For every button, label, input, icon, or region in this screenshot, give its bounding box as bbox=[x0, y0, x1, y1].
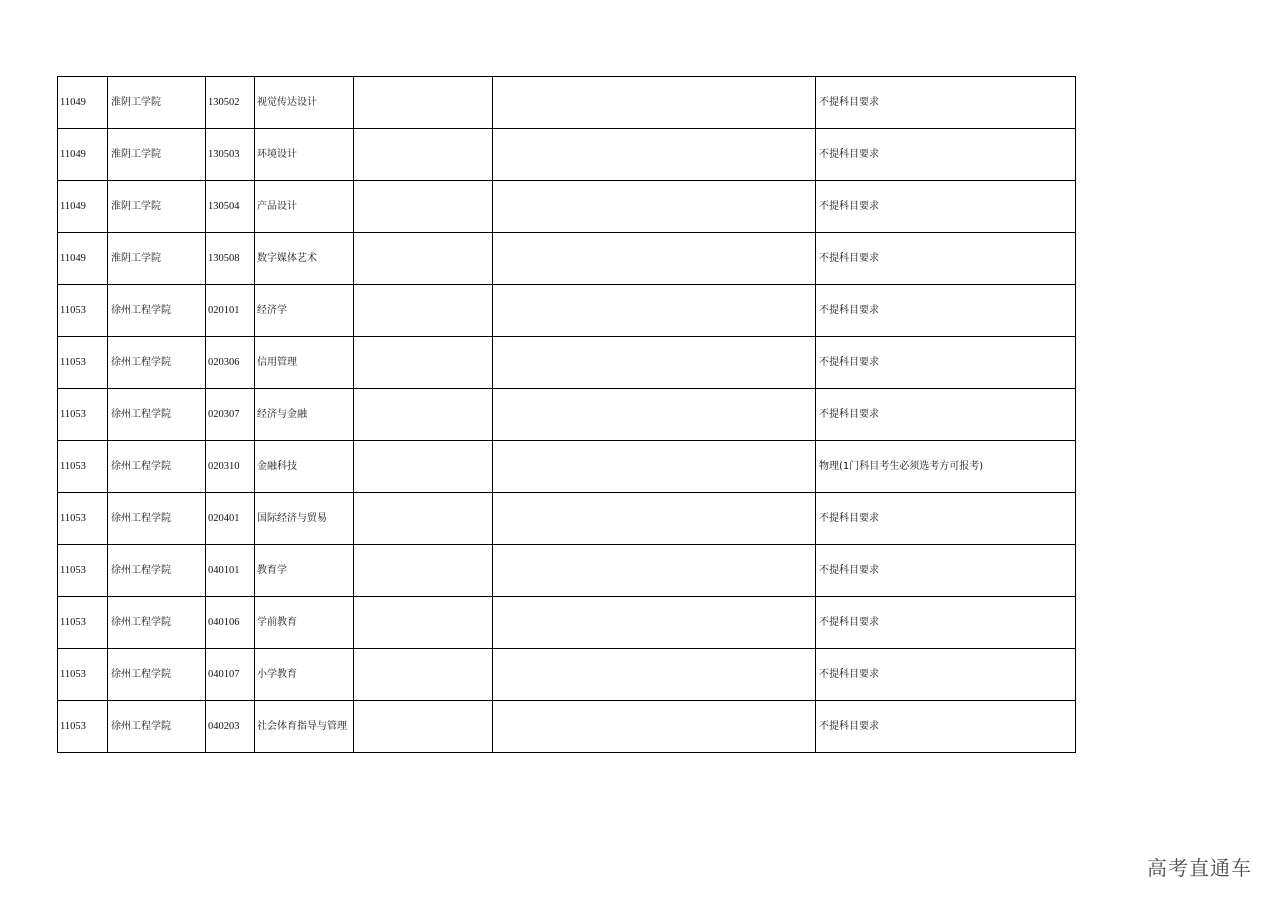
empty-cell bbox=[493, 337, 816, 389]
major-code-cell: 020307 bbox=[206, 389, 255, 441]
major-name-cell: 教育学 bbox=[255, 545, 354, 597]
major-name-cell: 数字媒体艺术 bbox=[255, 233, 354, 285]
major-code-cell: 130503 bbox=[206, 129, 255, 181]
school-code-cell: 11053 bbox=[58, 285, 108, 337]
major-name-cell: 金融科技 bbox=[255, 441, 354, 493]
empty-cell bbox=[354, 597, 493, 649]
table-row bbox=[58, 337, 1076, 389]
subject-requirement-cell: 不提科目要求 bbox=[816, 181, 1076, 233]
school-code-cell: 11053 bbox=[58, 701, 108, 753]
major-name-cell: 环境设计 bbox=[255, 129, 354, 181]
school-name-cell: 淮阴工学院 bbox=[108, 233, 206, 285]
subject-requirement-cell: 不提科目要求 bbox=[816, 389, 1076, 441]
major-code-cell: 130508 bbox=[206, 233, 255, 285]
table-row bbox=[58, 181, 1076, 233]
empty-cell bbox=[493, 649, 816, 701]
empty-cell bbox=[493, 77, 816, 129]
major-code-cell: 130504 bbox=[206, 181, 255, 233]
empty-cell bbox=[493, 597, 816, 649]
major-name-cell: 国际经济与贸易 bbox=[255, 493, 354, 545]
school-code-cell: 11053 bbox=[58, 389, 108, 441]
empty-cell bbox=[493, 545, 816, 597]
table-row bbox=[58, 389, 1076, 441]
major-name-cell: 产品设计 bbox=[255, 181, 354, 233]
school-code-cell: 11049 bbox=[58, 233, 108, 285]
major-code-cell: 040107 bbox=[206, 649, 255, 701]
school-name-cell: 徐州工程学院 bbox=[108, 649, 206, 701]
empty-cell bbox=[354, 181, 493, 233]
school-name-cell: 徐州工程学院 bbox=[108, 389, 206, 441]
major-name-cell: 社会体育指导与管理 bbox=[255, 701, 354, 753]
empty-cell bbox=[354, 233, 493, 285]
major-name-cell: 经济学 bbox=[255, 285, 354, 337]
table-row bbox=[58, 441, 1076, 493]
school-code-cell: 11053 bbox=[58, 441, 108, 493]
school-name-cell: 淮阴工学院 bbox=[108, 129, 206, 181]
table-row bbox=[58, 545, 1076, 597]
table-row bbox=[58, 285, 1076, 337]
subject-requirement-cell: 不提科目要求 bbox=[816, 77, 1076, 129]
table-row bbox=[58, 597, 1076, 649]
empty-cell bbox=[354, 649, 493, 701]
school-code-cell: 11049 bbox=[58, 77, 108, 129]
empty-cell bbox=[354, 285, 493, 337]
school-code-cell: 11053 bbox=[58, 545, 108, 597]
table-body bbox=[58, 77, 1076, 753]
school-name-cell: 徐州工程学院 bbox=[108, 285, 206, 337]
school-code-cell: 11049 bbox=[58, 129, 108, 181]
subject-requirement-cell: 不提科目要求 bbox=[816, 649, 1076, 701]
subject-requirement-cell: 不提科目要求 bbox=[816, 597, 1076, 649]
major-name-cell: 视觉传达设计 bbox=[255, 77, 354, 129]
major-code-cell: 130502 bbox=[206, 77, 255, 129]
empty-cell bbox=[493, 493, 816, 545]
school-name-cell: 淮阴工学院 bbox=[108, 77, 206, 129]
table-row bbox=[58, 493, 1076, 545]
major-name-cell: 学前教育 bbox=[255, 597, 354, 649]
empty-cell bbox=[493, 701, 816, 753]
subject-requirement-cell: 物理(1门科目考生必须选考方可报考) bbox=[816, 441, 1076, 493]
subject-requirement-cell: 不提科目要求 bbox=[816, 285, 1076, 337]
subject-requirement-cell: 不提科目要求 bbox=[816, 337, 1076, 389]
empty-cell bbox=[493, 285, 816, 337]
subject-requirement-cell: 不提科目要求 bbox=[816, 545, 1076, 597]
school-name-cell: 徐州工程学院 bbox=[108, 337, 206, 389]
watermark-text: 高考直通车 bbox=[1147, 856, 1252, 880]
school-code-cell: 11053 bbox=[58, 493, 108, 545]
major-code-cell: 020101 bbox=[206, 285, 255, 337]
major-code-cell: 020401 bbox=[206, 493, 255, 545]
school-name-cell: 徐州工程学院 bbox=[108, 597, 206, 649]
school-code-cell: 11053 bbox=[58, 649, 108, 701]
empty-cell bbox=[354, 337, 493, 389]
empty-cell bbox=[493, 129, 816, 181]
table-row bbox=[58, 649, 1076, 701]
empty-cell bbox=[493, 233, 816, 285]
school-code-cell: 11053 bbox=[58, 597, 108, 649]
empty-cell bbox=[354, 77, 493, 129]
school-code-cell: 11049 bbox=[58, 181, 108, 233]
school-name-cell: 徐州工程学院 bbox=[108, 701, 206, 753]
subject-requirements-table bbox=[57, 76, 1076, 753]
major-name-cell: 小学教育 bbox=[255, 649, 354, 701]
empty-cell bbox=[354, 493, 493, 545]
table-row bbox=[58, 77, 1076, 129]
school-name-cell: 徐州工程学院 bbox=[108, 545, 206, 597]
table-row bbox=[58, 701, 1076, 753]
school-name-cell: 徐州工程学院 bbox=[108, 493, 206, 545]
empty-cell bbox=[493, 389, 816, 441]
empty-cell bbox=[354, 441, 493, 493]
subject-requirement-cell: 不提科目要求 bbox=[816, 701, 1076, 753]
major-code-cell: 040203 bbox=[206, 701, 255, 753]
major-code-cell: 040106 bbox=[206, 597, 255, 649]
empty-cell bbox=[493, 441, 816, 493]
school-name-cell: 淮阴工学院 bbox=[108, 181, 206, 233]
subject-requirement-cell: 不提科目要求 bbox=[816, 233, 1076, 285]
empty-cell bbox=[493, 181, 816, 233]
subject-requirement-cell: 不提科目要求 bbox=[816, 493, 1076, 545]
empty-cell bbox=[354, 701, 493, 753]
major-name-cell: 信用管理 bbox=[255, 337, 354, 389]
empty-cell bbox=[354, 129, 493, 181]
empty-cell bbox=[354, 389, 493, 441]
major-name-cell: 经济与金融 bbox=[255, 389, 354, 441]
empty-cell bbox=[354, 545, 493, 597]
table-row bbox=[58, 129, 1076, 181]
major-code-cell: 020306 bbox=[206, 337, 255, 389]
major-code-cell: 020310 bbox=[206, 441, 255, 493]
table-row bbox=[58, 233, 1076, 285]
school-code-cell: 11053 bbox=[58, 337, 108, 389]
major-code-cell: 040101 bbox=[206, 545, 255, 597]
subject-requirement-cell: 不提科目要求 bbox=[816, 129, 1076, 181]
school-name-cell: 徐州工程学院 bbox=[108, 441, 206, 493]
